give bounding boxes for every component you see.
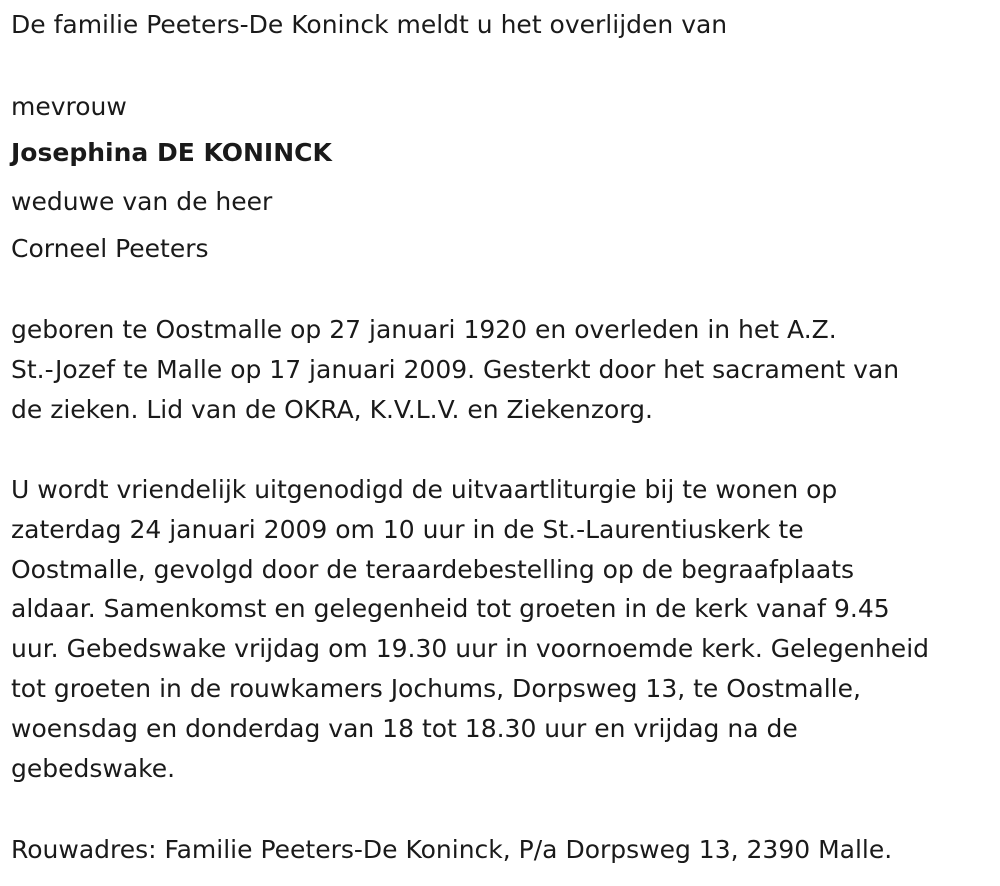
biography-line: geboren te Oostmalle op 27 januari 1920 en overleden in het A.Z. [11, 315, 837, 344]
deceased-name: Josephina DE KONINCK [11, 138, 332, 167]
funeral-line: U wordt vriendelijk uitgenodigd de uitvaartliturgie bij te wonen op [11, 475, 838, 504]
funeral-line: aldaar. Samenkomst en gelegenheid tot groeten in de kerk vanaf 9.45 [11, 594, 890, 623]
funeral-line: gebedswake. [11, 754, 176, 783]
relation-text: weduwe van de heer [11, 187, 273, 216]
biography-line: St.-Jozef te Malle op 17 januari 2009. Gesterkt door het sacrament van [11, 355, 900, 384]
intro-text: De familie Peeters-De Koninck meldt u het overlijden van [11, 10, 728, 39]
funeral-line: zaterdag 24 januari 2009 om 10 uur in de St.-Laurentiuskerk te [11, 515, 804, 544]
funeral-line: Oostmalle, gevolgd door de teraardebestelling op de begraafplaats [11, 555, 855, 584]
funeral-line: uur. Gebedswake vrijdag om 19.30 uur in voornoemde kerk. Gelegenheid [11, 634, 930, 663]
biography-line: de zieken. Lid van de OKRA, K.V.L.V. en Ziekenzorg. [11, 395, 653, 424]
spouse-name: Corneel Peeters [11, 234, 209, 263]
funeral-line: woensdag en donderdag van 18 tot 18.30 uur en vrijdag na de [11, 714, 798, 743]
salutation: mevrouw [11, 92, 127, 121]
mourning-address: Rouwadres: Familie Peeters-De Koninck, P/a Dorpsweg 13, 2390 Malle. [11, 835, 893, 864]
funeral-line: tot groeten in de rouwkamers Jochums, Dorpsweg 13, te Oostmalle, [11, 674, 861, 703]
